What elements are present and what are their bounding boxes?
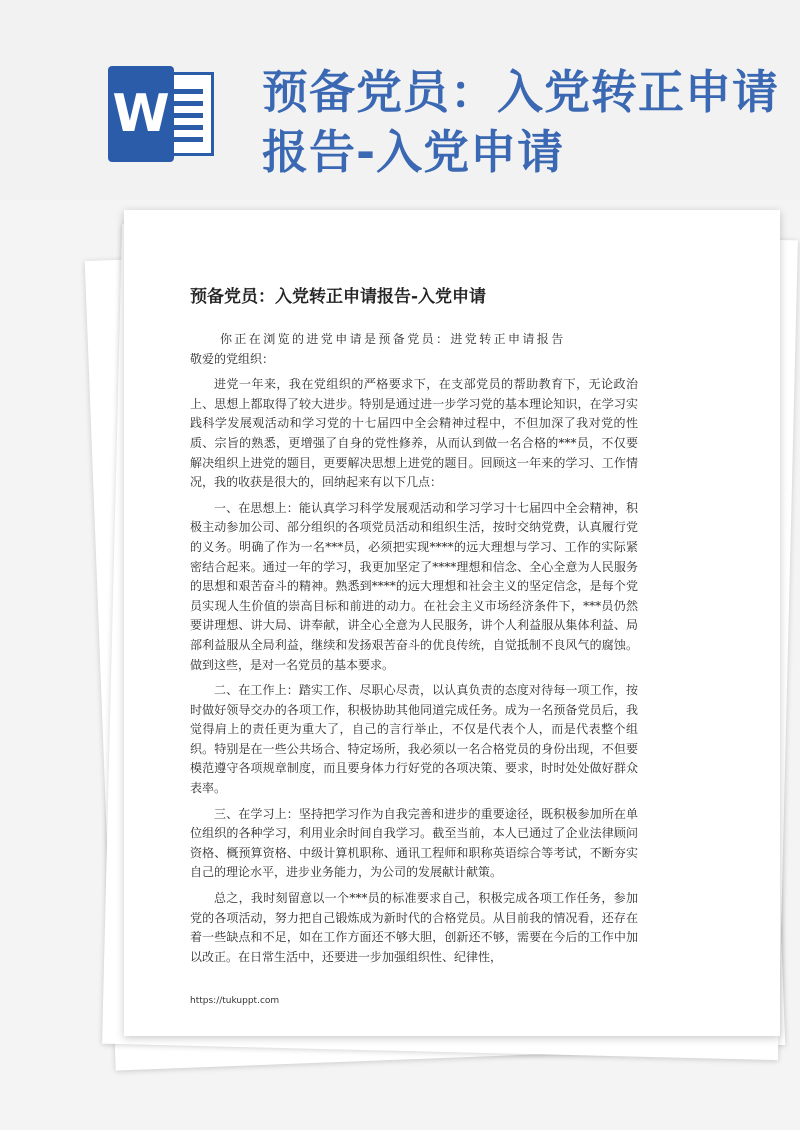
word-letter-tile: W (108, 66, 174, 162)
paragraph: 二、在工作上：踏实工作、尽职心尽责，以认真负责的态度对待每一项工作，按时做好领导交办的各项工作，积极协助其他同道完成任务。成为一名预备党员后，我觉得肩上的责任更为重大了，自己的言行举止，不仅是代表个人，而是代表整个组织。特别是在一些公共场合、特定场所，我必须以一名合格党员的身份出现，不但要模范遵守各项规章制度，而且要身体力行好党的各项决策、要求，时时处处做好群众表率。 (190, 683, 638, 796)
header-banner (0, 0, 800, 200)
paragraph: 一、在思想上：能认真学习科学发展观活动和学习学习十七届四中全会精神，积极主动参加公司、部分组织的各项党员活动和组织生活，按时交纳党费，认真履行党的义务。明确了作为一名***员，必须把实现****的远大理想与学习、工作的实际紧密结合起来。通过一年的学习，我更加坚定了****理想和信念、全心全意为人民服务的思想和艰苦奋斗的精神。熟悉到****的远大理想和社会主义的坚定信念，是每个党员实现人生价值的崇高目标和前进的动力。在社会主义市场经济条件下，***员仍然要讲理想、讲大局、讲奉献，讲全心全意为人民服务，讲个人利益服从集体利益、局部利益服从全局利益，继续和发扬艰苦奋斗的优良传统，自觉抵制不良风气的腐蚀。做到这些，是对一名党员的基本要求。 (190, 500, 638, 672)
intro-line: 你正在浏览的进党申请是预备党员：进党转正申请报告 (220, 332, 566, 346)
header-title: 预备党员：入党转正申请报告-入党申请 (262, 65, 779, 179)
footer-url: https://tukuppt.com (190, 996, 280, 1006)
salutation: 敬爱的党组织： (190, 351, 275, 366)
word-document-icon (108, 66, 218, 162)
document-title: 预备党员：入党转正申请报告-入党申请 (190, 287, 487, 307)
paragraph: 进党一年来，我在党组织的严格要求下，在支部党员的帮助教育下，无论政治上、思想上都取得了较大进步。特别是通过进一步学习党的基本理论知识，在学习实践科学发展观活动和学习党的十七届四中全会精神过程中，不但加深了我对党的性质、宗旨的熟悉，更增强了自身的党性修养，从而认到做一名合格的***员，不仅要解决组织上进党的题目，更要解决思想上进党的题目。回顾这一年来的学习、工作情况，我的收获是很大的，回纳起来有以下几点： (190, 377, 638, 490)
document-body (190, 330, 638, 973)
paragraph: 总之，我时刻留意以一个***员的标准要求自己，积极完成各项工作任务，参加党的各项活动，努力把自己锻炼成为新时代的合格党员。从目前我的情况看，还存在着一些缺点和不足，如在工作方面还不够大胆，创新还不够，需要在今后的工作中加以改正。在日常生活中，还要进一步加强组织性、纪律性， (190, 891, 638, 964)
document-page (124, 210, 780, 1036)
paragraph: 三、在学习上：坚持把学习作为自我完善和进步的重要途径，既积极参加所在单位组织的各种学习，利用业余时间自我学习。截至当前，本人已通过了企业法律顾问资格、概预算资格、中级计算机职称、通讯工程师和职称英语综合等考试，不断夯实自己的理论水平，进步业务能力，为公司的发展献计献策。 (190, 806, 638, 880)
